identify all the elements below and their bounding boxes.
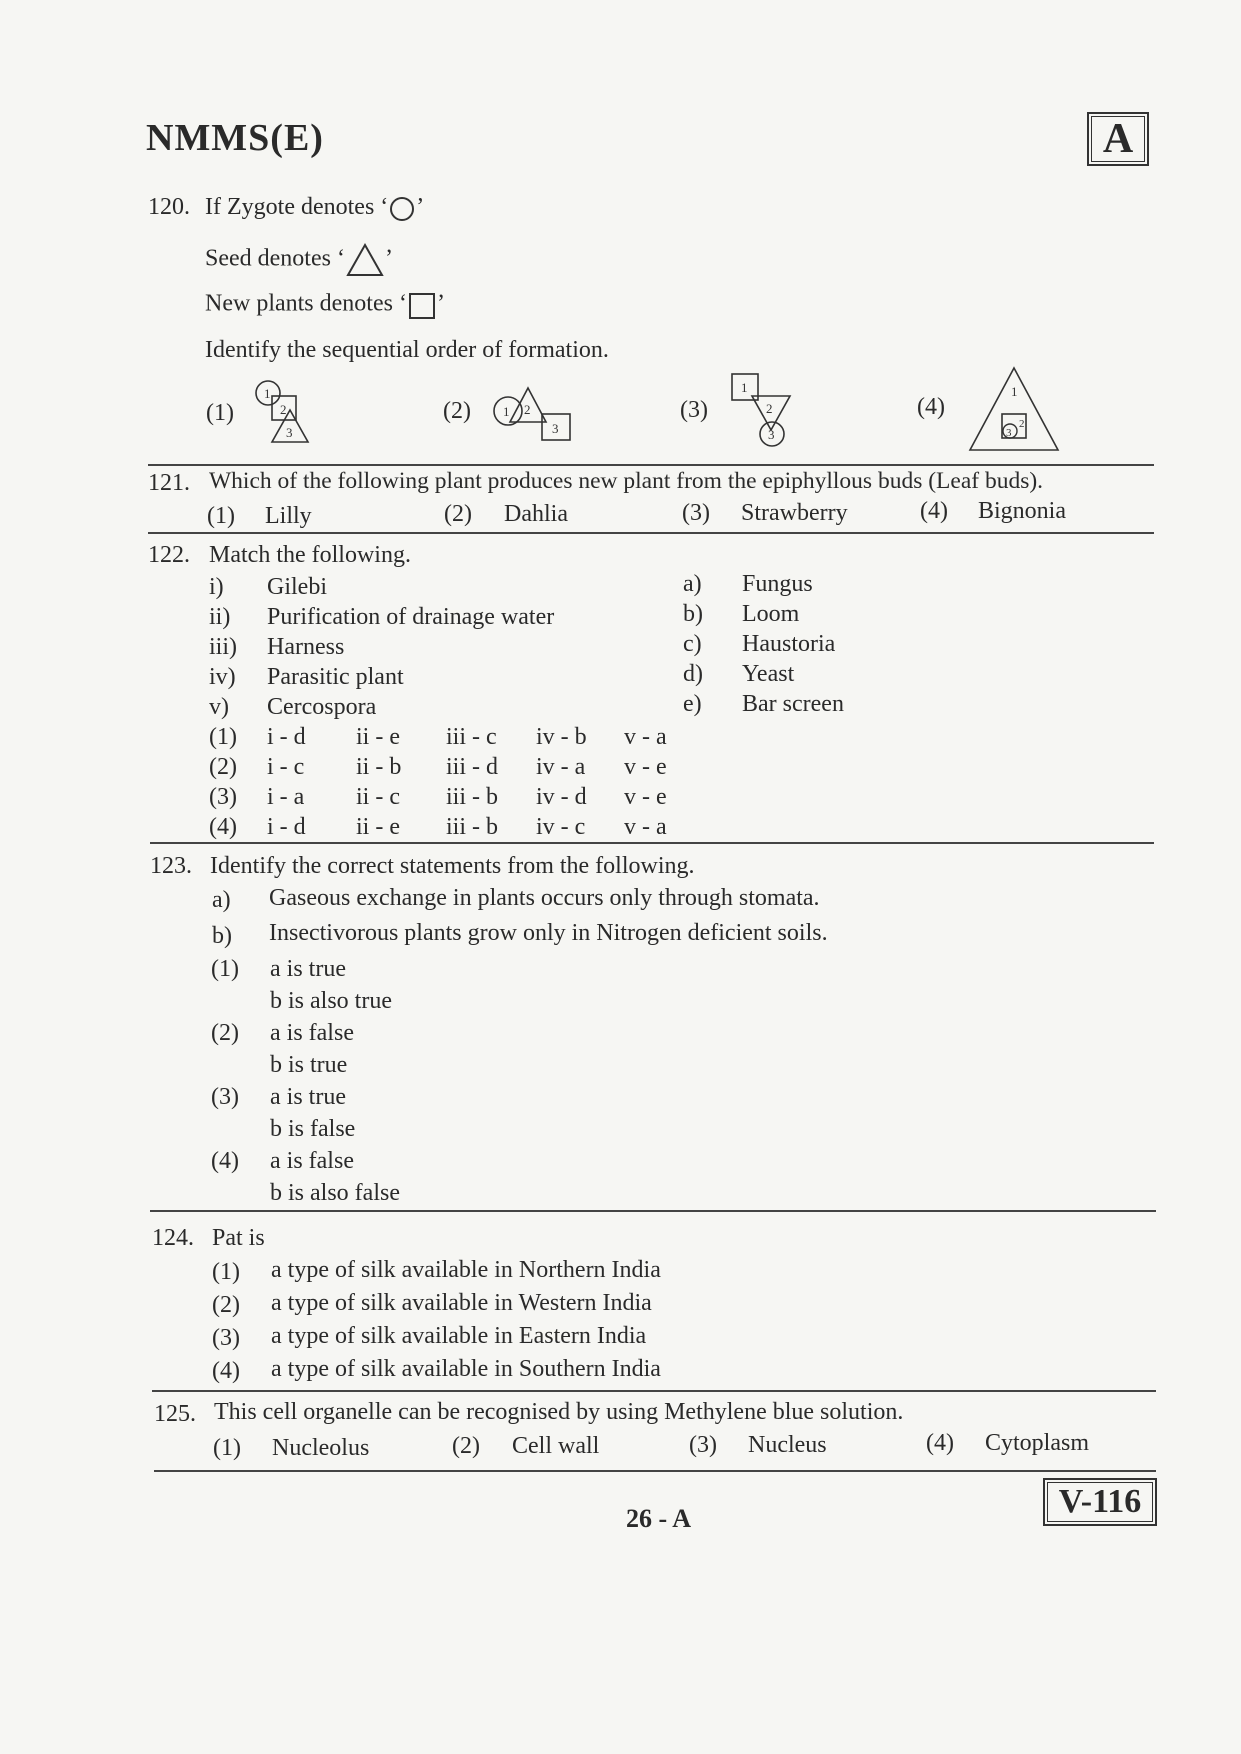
q122-right-4-text: Yeast: [742, 661, 795, 687]
q122-left-2-num: ii): [209, 604, 231, 630]
paper-code-box: V-116: [1043, 1478, 1157, 1526]
diagram-label-2: 2: [280, 402, 287, 417]
divider: [148, 464, 1154, 466]
q120-option-2-label: (2): [443, 398, 471, 424]
diagram-label-3b: 3: [552, 421, 559, 436]
q122-opt3-num: (3): [209, 784, 237, 810]
q122-left-4-text: Parasitic plant: [267, 664, 404, 690]
divider: [148, 532, 1154, 534]
q122-left-1-text: Gilebi: [267, 574, 327, 600]
q122-opt3-c4: iv - d: [536, 784, 587, 810]
q124-opt1-num: (1): [212, 1259, 240, 1285]
q122-left-1-num: i): [209, 574, 224, 600]
q122-right-1-text: Fungus: [742, 571, 813, 597]
diagram-label-1: 1: [264, 386, 271, 401]
q122-left-5-text: Cercospora: [267, 694, 377, 720]
q125-opt3-num: (3): [689, 1432, 717, 1458]
q123-opt4-num: (4): [211, 1148, 239, 1174]
q123-opt2-l2: b is true: [270, 1052, 348, 1078]
q125-opt4-text: Cytoplasm: [985, 1430, 1090, 1456]
q123-question: Identify the correct statements from the following.: [210, 853, 695, 879]
circle-icon: [388, 194, 416, 222]
q120-option-3-label: (3): [680, 397, 708, 423]
q122-opt2-c2: ii - b: [356, 754, 402, 780]
q122-opt4-c4: iv - c: [536, 814, 586, 840]
q125-opt2-num: (2): [452, 1433, 480, 1459]
q122-right-2-text: Loom: [742, 601, 800, 627]
q122-opt2-c5: v - e: [624, 754, 667, 780]
q122-left-3-text: Harness: [267, 634, 345, 660]
q122-right-1-num: a): [683, 571, 702, 597]
q121-question: Which of the following plant produces new plant from the epiphyllous buds (Leaf buds).: [209, 468, 1044, 494]
q122-right-3-text: Haustoria: [742, 631, 836, 657]
q122-opt4-c5: v - a: [624, 814, 667, 840]
q122-left-2-text: Purification of drainage water: [267, 604, 555, 630]
q124-question: Pat is: [212, 1225, 265, 1251]
q122-opt4-c1: i - d: [267, 814, 306, 840]
q122-left-4-num: iv): [209, 664, 236, 690]
q123-stmt-a-text: Gaseous exchange in plants occurs only through stomata.: [269, 885, 820, 911]
q120-line2-text: Seed denotes ‘: [205, 245, 345, 272]
q120-line1-end: ’: [416, 194, 425, 220]
q124-number: 124.: [152, 1225, 194, 1251]
q122-opt2-c3: iii - d: [446, 754, 498, 780]
q122-opt2-c1: i - c: [267, 754, 305, 780]
diagram-label-3d: 3: [1006, 427, 1012, 439]
q122-opt3-c2: ii - c: [356, 784, 400, 810]
q123-opt1-l2: b is also true: [270, 988, 392, 1014]
q120-option-3-diagram: [728, 370, 808, 452]
q123-stmt-b-text: Insectivorous plants grow only in Nitrogen deficient soils.: [269, 920, 828, 946]
q121-opt2-text: Dahlia: [504, 501, 568, 527]
q122-right-2-num: b): [683, 601, 703, 627]
q124-opt2-num: (2): [212, 1292, 240, 1318]
q123-opt3-num: (3): [211, 1084, 239, 1110]
q122-opt1-c4: iv - b: [536, 724, 587, 750]
diagram-label-2b: 2: [524, 402, 531, 417]
q120-option-4-diagram: [966, 364, 1062, 454]
q121-opt1-text: Lilly: [265, 503, 312, 529]
q124-opt2-text: a type of silk available in Western India: [271, 1290, 652, 1316]
q120-line1-text: If Zygote denotes ‘: [205, 194, 389, 220]
q123-opt4-l2: b is also false: [270, 1180, 400, 1206]
divider: [152, 1390, 1156, 1392]
q122-right-5-num: e): [683, 691, 702, 717]
q124-opt1-text: a type of silk available in Northern India: [271, 1257, 661, 1283]
q122-opt3-c3: iii - b: [446, 784, 498, 810]
q122-right-4-num: d): [683, 661, 703, 687]
q121-opt3-text: Strawberry: [741, 500, 848, 526]
q125-opt2-text: Cell wall: [512, 1433, 600, 1459]
q125-opt3-text: Nucleus: [748, 1432, 827, 1458]
q122-left-5-num: v): [209, 694, 229, 720]
divider: [150, 1210, 1156, 1212]
q122-opt4-num: (4): [209, 814, 237, 840]
q122-opt2-num: (2): [209, 754, 237, 780]
q120-line3-text: New plants denotes ‘: [205, 290, 407, 317]
q121-opt4-num: (4): [920, 498, 948, 524]
q125-opt4-num: (4): [926, 1430, 954, 1456]
divider: [154, 1470, 1156, 1472]
square-icon: [407, 290, 437, 320]
q123-opt2-l1: a is false: [270, 1020, 354, 1046]
q120-line3: [205, 290, 445, 320]
q123-opt1-l1: a is true: [270, 956, 346, 982]
q123-opt3-l2: b is false: [270, 1116, 356, 1142]
diagram-label-1d: 1: [1011, 384, 1018, 399]
q122-question: Match the following.: [209, 542, 411, 568]
q120-line3-end: ’: [436, 290, 445, 317]
q122-right-5-text: Bar screen: [742, 691, 844, 717]
q123-opt1-num: (1): [211, 956, 239, 982]
q125-question: This cell organelle can be recognised by using Methylene blue solution.: [214, 1399, 904, 1425]
q122-opt1-c3: iii - c: [446, 724, 497, 750]
page-number: 26 - A: [626, 1504, 691, 1533]
q121-number: 121.: [148, 470, 190, 496]
q122-opt3-c5: v - e: [624, 784, 667, 810]
q121-opt3-num: (3): [682, 500, 710, 526]
q120-option-2-diagram: [488, 380, 588, 446]
q123-stmt-a-num: a): [212, 887, 231, 913]
q124-opt3-text: a type of silk available in Eastern India: [271, 1323, 647, 1349]
q121-opt1-num: (1): [207, 503, 235, 529]
divider: [150, 842, 1154, 844]
diagram-label-3: 3: [286, 425, 293, 440]
q123-opt3-l1: a is true: [270, 1084, 346, 1110]
q125-opt1-num: (1): [213, 1435, 241, 1461]
q122-opt4-c3: iii - b: [446, 814, 498, 840]
q120-option-1-label: (1): [206, 400, 234, 426]
q120-line2-end: ’: [384, 245, 393, 272]
q125-opt1-text: Nucleolus: [272, 1435, 370, 1461]
q125-number: 125.: [154, 1401, 196, 1427]
diagram-label-2c: 2: [766, 401, 773, 416]
diagram-label-1b: 1: [503, 404, 510, 419]
q120-option-1-diagram: [250, 376, 330, 448]
q120-line4: Identify the sequential order of formation.: [205, 337, 609, 363]
set-code-box: A: [1087, 112, 1149, 166]
q122-number: 122.: [148, 542, 190, 568]
q123-opt4-l1: a is false: [270, 1148, 354, 1174]
q122-opt4-c2: ii - e: [356, 814, 400, 840]
q121-opt2-num: (2): [444, 501, 472, 527]
diagram-label-3c: 3: [768, 427, 775, 442]
q122-opt1-c2: ii - e: [356, 724, 400, 750]
q122-opt3-c1: i - a: [267, 784, 305, 810]
q120-line1: [205, 194, 424, 222]
q123-opt2-num: (2): [211, 1020, 239, 1046]
q120-line2: [205, 242, 393, 278]
q124-opt4-text: a type of silk available in Southern India: [271, 1356, 661, 1382]
q122-opt1-num: (1): [209, 724, 237, 750]
q123-number: 123.: [150, 853, 192, 879]
q122-opt2-c4: iv - a: [536, 754, 586, 780]
q123-stmt-b-num: b): [212, 923, 232, 949]
diagram-label-1c: 1: [741, 380, 748, 395]
q124-opt4-num: (4): [212, 1358, 240, 1384]
triangle-icon: [345, 242, 385, 278]
q124-opt3-num: (3): [212, 1325, 240, 1351]
q120-number: 120.: [148, 194, 190, 220]
diagram-label-2d: 2: [1019, 418, 1025, 430]
q122-left-3-num: iii): [209, 634, 237, 660]
exam-title: NMMS(E): [146, 117, 324, 159]
q122-right-3-num: c): [683, 631, 702, 657]
q122-opt1-c1: i - d: [267, 724, 306, 750]
q122-opt1-c5: v - a: [624, 724, 667, 750]
q120-option-4-label: (4): [917, 394, 945, 420]
q121-opt4-text: Bignonia: [978, 498, 1066, 524]
